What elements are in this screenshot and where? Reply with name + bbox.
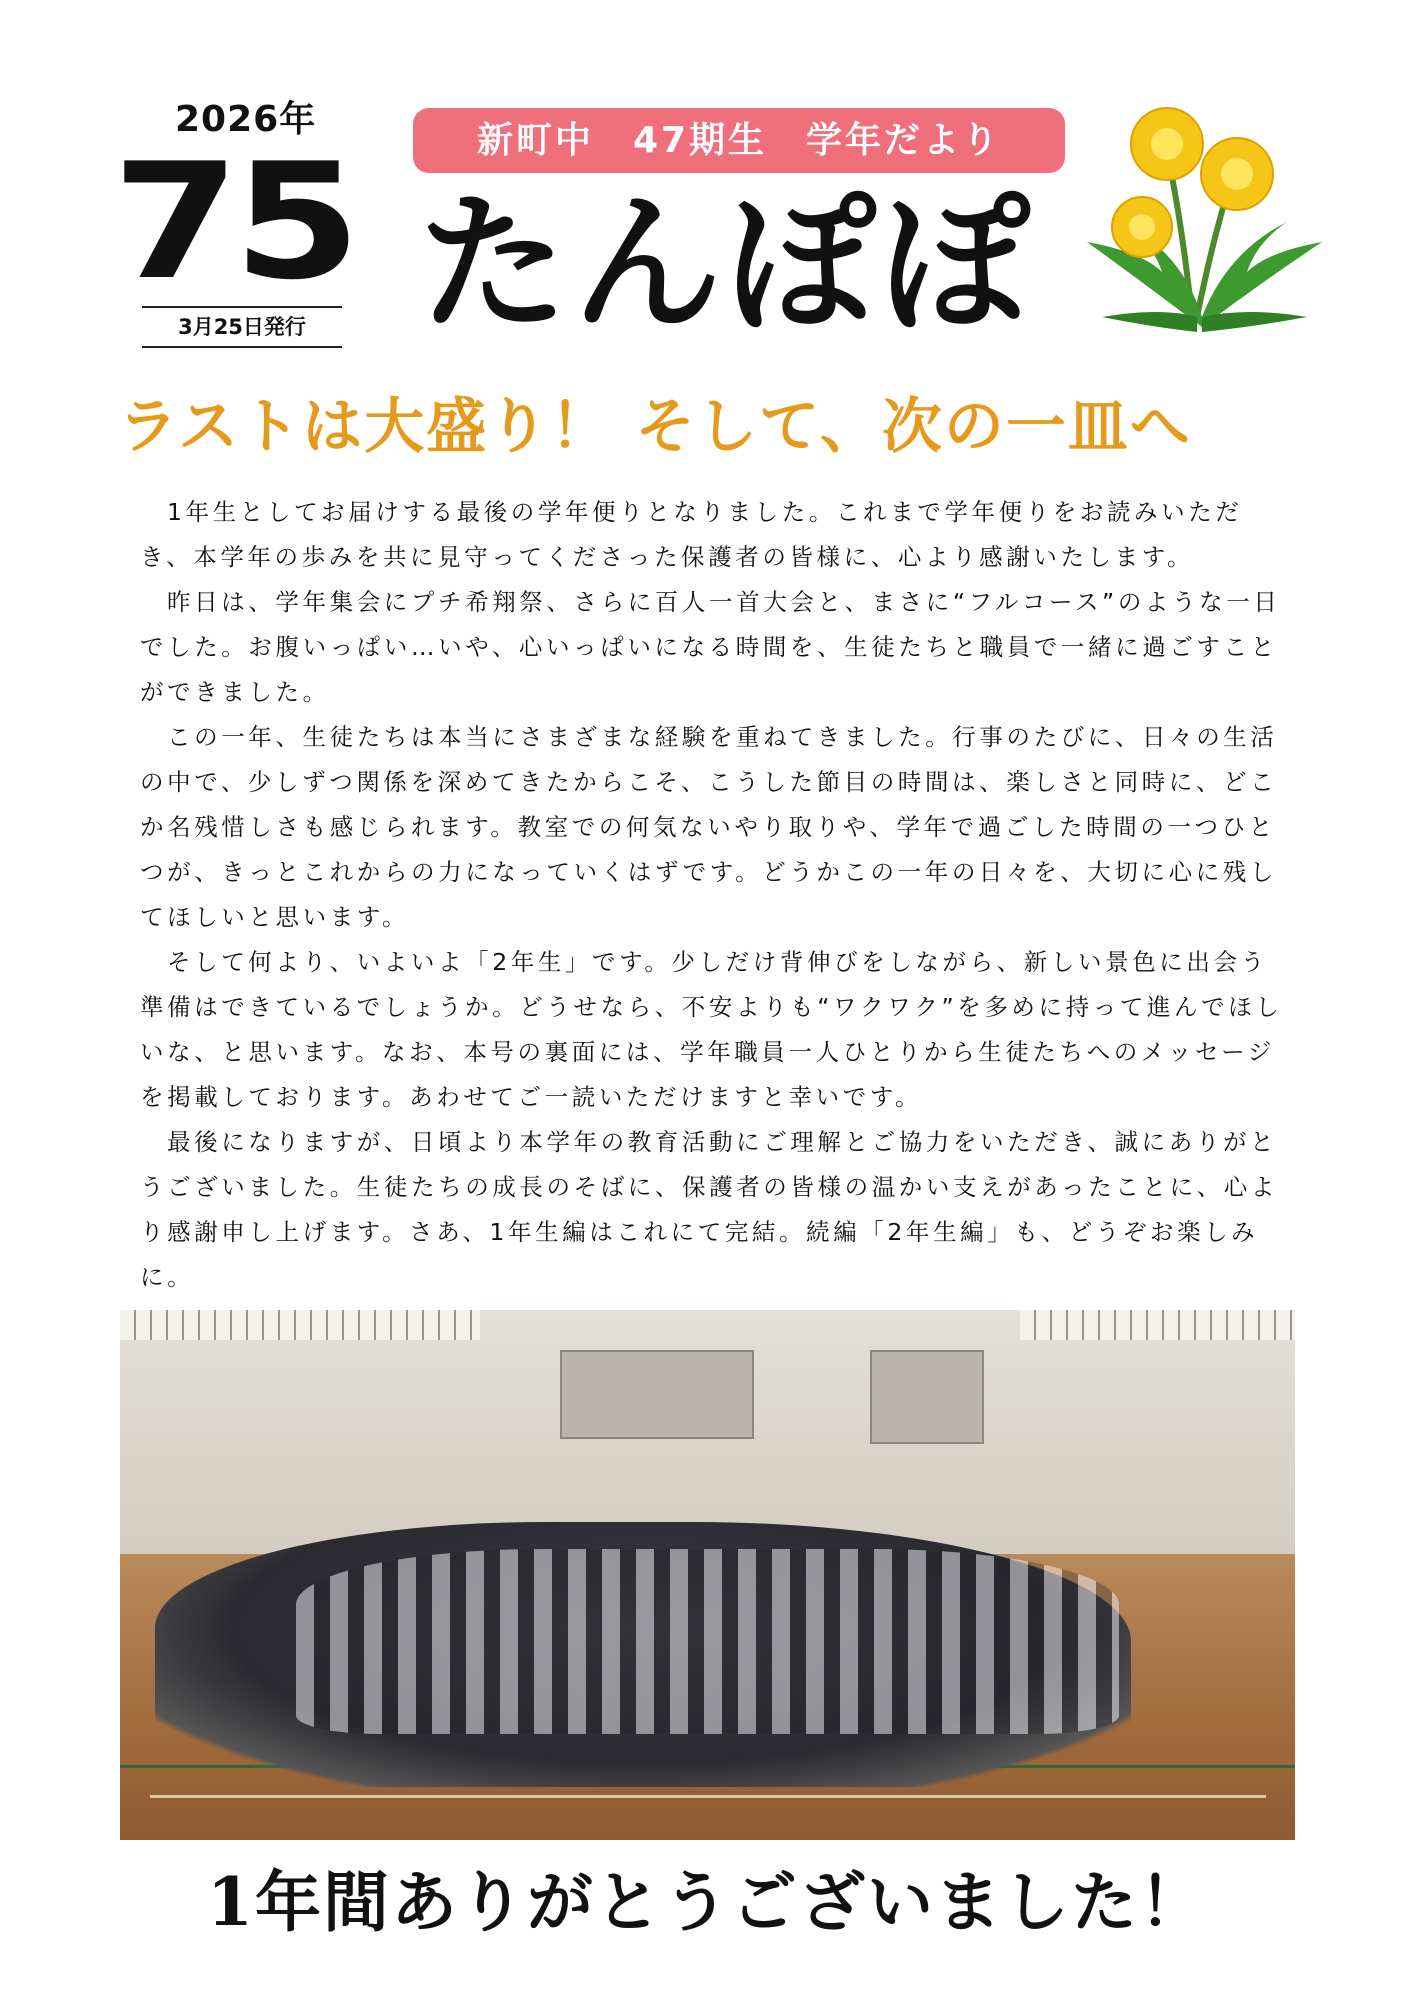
paragraph-line: か名残惜しさも感じられます。教室での何気ないやり取りや、学年で過ごした時間の一つひと: [140, 813, 1276, 841]
group-photo: [120, 1310, 1295, 1840]
paragraph-line: ができました。: [140, 678, 330, 706]
year: 2026年: [175, 99, 317, 140]
gym-door: [560, 1350, 754, 1439]
paragraph-line: 最後になりますが、日頃より本学年の教育活動にご理解とご協力をいただき、誠にありがと: [167, 1128, 1278, 1156]
paragraph-line: 昨日は、学年集会にプチ希翔祭、さらに百人一首大会と、まさに“フルコース”のような一日: [167, 588, 1281, 616]
divider: [142, 306, 342, 308]
article-headline: ラストは大盛り！ そして、次の一皿へ: [118, 392, 1192, 462]
paragraph-line: に。: [140, 1263, 195, 1291]
paragraph-line: 1年生としてお届けする最後の学年便りとなりました。これまで学年便りをお読みいただ: [167, 498, 1243, 526]
paragraph-line: き、本学年の歩みを共に見守ってくださった保護者の皆様に、心より感謝いたします。: [140, 543, 1195, 571]
divider: [142, 346, 342, 348]
dandelion-icon: [1082, 102, 1327, 342]
paragraph-line: つが、きっとこれからの力になっていくはずです。どうかこの一年の日々を、大切に心に残し: [140, 858, 1278, 886]
paragraph-line: を掲載しております。あわせてご一読いただけますと幸いです。: [140, 1083, 923, 1111]
issue-date: 3月25日発行: [178, 315, 306, 339]
paragraph-line: り感謝申し上げます。さあ、1年生編はこれにて完結。続編「2年生編」も、どうぞお楽しみ: [140, 1218, 1259, 1246]
article-body: [140, 490, 1300, 1300]
paragraph-line: この一年、生徒たちは本当にさまざまな経験を重ねてきました。行事のたびに、日々の生活: [167, 723, 1278, 751]
gym-door: [870, 1350, 984, 1444]
gym-window: [120, 1310, 480, 1340]
students-group: [296, 1549, 1119, 1735]
paragraph-line: いな、と思います。なお、本号の裏面には、学年職員一人ひとりから生徒たちへのメッセージ: [140, 1038, 1275, 1066]
paragraph-line: うございました。生徒たちの成長のそばに、保護者の皆様の温かい支えがあったことに、心よ: [140, 1173, 1278, 1201]
closing-message: 1年間ありがとうございました！: [207, 1863, 1207, 1941]
paragraph-line: そして何より、いよいよ「2年生」です。少しだけ背伸びをしながら、新しい景色に出会う: [167, 948, 1268, 976]
school-banner: 新町中 47期生 学年だより: [413, 108, 1065, 173]
masthead-title: たんぽぽ: [418, 178, 1035, 352]
paragraph-line: でした。お腹いっぱい…いや、心いっぱいになる時間を、生徒たちと職員で一緒に過ごすこと: [140, 633, 1278, 661]
paragraph-line: てほしいと思います。: [140, 903, 410, 931]
paragraph-line: の中で、少しずつ関係を深めてきたからこそ、こうした節目の時間は、楽しさと同時に、どこ: [140, 768, 1278, 796]
paragraph-line: 準備はできているでしょうか。どうせなら、不安よりも“ワクワク”を多めに持って進んでほし: [140, 993, 1283, 1021]
issue-number: 75: [112, 128, 355, 315]
court-line: [150, 1795, 1266, 1798]
gym-window: [1020, 1310, 1295, 1340]
